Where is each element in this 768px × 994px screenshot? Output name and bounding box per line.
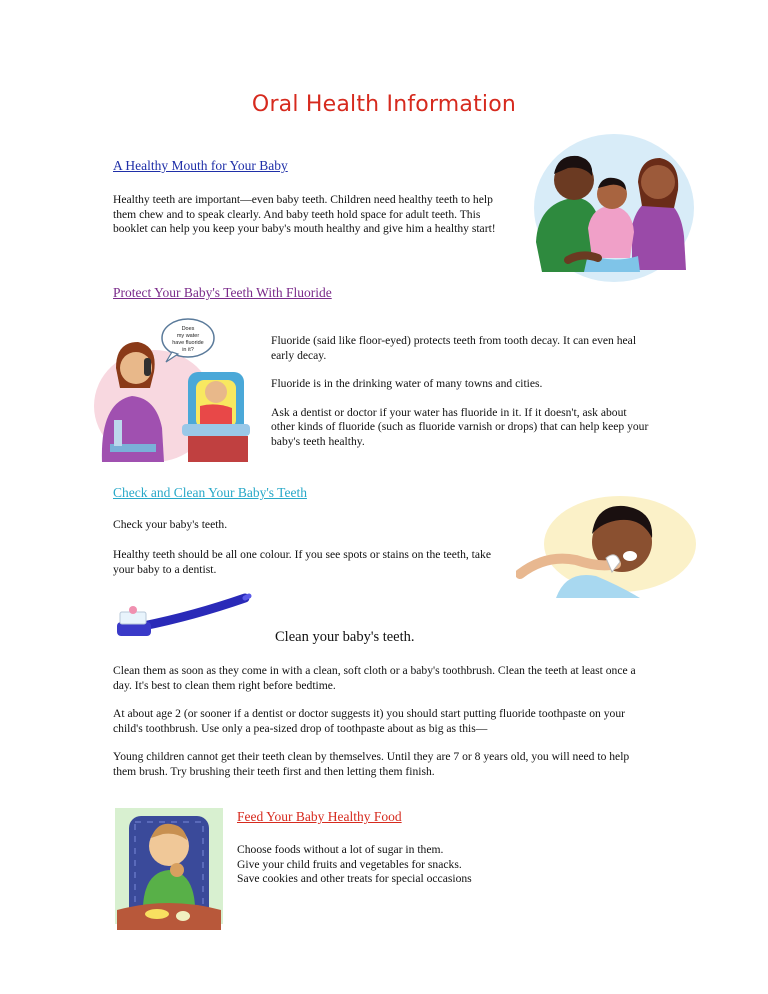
clean-teeth-text — [113, 664, 655, 794]
healthy-teeth-text: Healthy teeth should be all one colour. If you see spots or stains on the teeth, take your baby to a dentist. — [113, 548, 491, 576]
mother-phone-illustration — [92, 316, 254, 468]
healthy-mouth-link[interactable]: A Healthy Mouth for Your Baby — [113, 158, 288, 173]
clean-teeth-heading: Clean your baby's teeth. — [275, 629, 415, 645]
family-illustration — [528, 132, 696, 288]
svg-text:have fluoride: have fluoride — [172, 340, 204, 346]
check-teeth-text: Check your baby's teeth. — [113, 518, 228, 531]
fluoride-paragraph: Ask a dentist or doctor if your water has fluoride in it. If it doesn't, ask about other kinds of fluoride (such as fluoride varnish or drops) that can help keep your baby's teeth healthy. — [271, 405, 649, 448]
fluoride-link[interactable]: Protect Your Baby's Teeth With Fluoride — [113, 285, 332, 300]
fluoride-paragraph: Fluoride is in the drinking water of many towns and cities. — [271, 377, 543, 391]
svg-text:Does: Does — [181, 326, 195, 332]
fluoride-paragraph: Fluoride (said like floor-eyed) protects teeth from tooth decay. It can even heal early decay. — [271, 334, 637, 362]
healthy-mouth-text: Healthy teeth are important—even baby teeth. Children need healthy teeth to help them chew and to speak clearly. And baby teeth hold space for adult teeth. This booklet can help you keep your baby's mouth healthy and give him a healthy start! — [113, 193, 496, 236]
clean-paragraph: Clean them as soon as they come in with a clean, soft cloth or a baby's toothbrush. Clean the teeth at least once a day. It's best to clean them right before bedtime. — [113, 664, 636, 692]
food-line: Give your child fruits and vegetables for snacks. — [237, 857, 462, 871]
food-line: Save cookies and other treats for special occasions — [237, 872, 472, 886]
clean-paragraph: Young children cannot get their teeth clean by themselves. Until they are 7 or 8 years old, you will need to help them brush. Try brushing their teeth first and then letting them finish. — [113, 750, 630, 778]
food-line: Choose foods without a lot of sugar in them. — [237, 843, 444, 856]
page-title: Oral Health Information — [251, 92, 517, 117]
svg-text:in it?: in it? — [182, 347, 194, 353]
toothbrush-illustration — [113, 590, 253, 644]
food-link[interactable]: Feed Your Baby Healthy Food — [237, 809, 402, 824]
clean-paragraph: At about age 2 (or sooner if a dentist or doctor suggests it) you should start putting fluoride toothpaste on your child's toothbrush. Use only a pea-sized drop of toothpaste about as big as this— — [113, 707, 625, 735]
baby-eating-illustration — [113, 806, 225, 932]
check-clean-link[interactable]: Check and Clean Your Baby's Teeth — [113, 485, 307, 500]
fluoride-text — [271, 334, 653, 464]
svg-text:my water: my water — [176, 333, 200, 339]
food-list — [237, 843, 537, 887]
baby-teeth-illustration — [516, 490, 698, 598]
